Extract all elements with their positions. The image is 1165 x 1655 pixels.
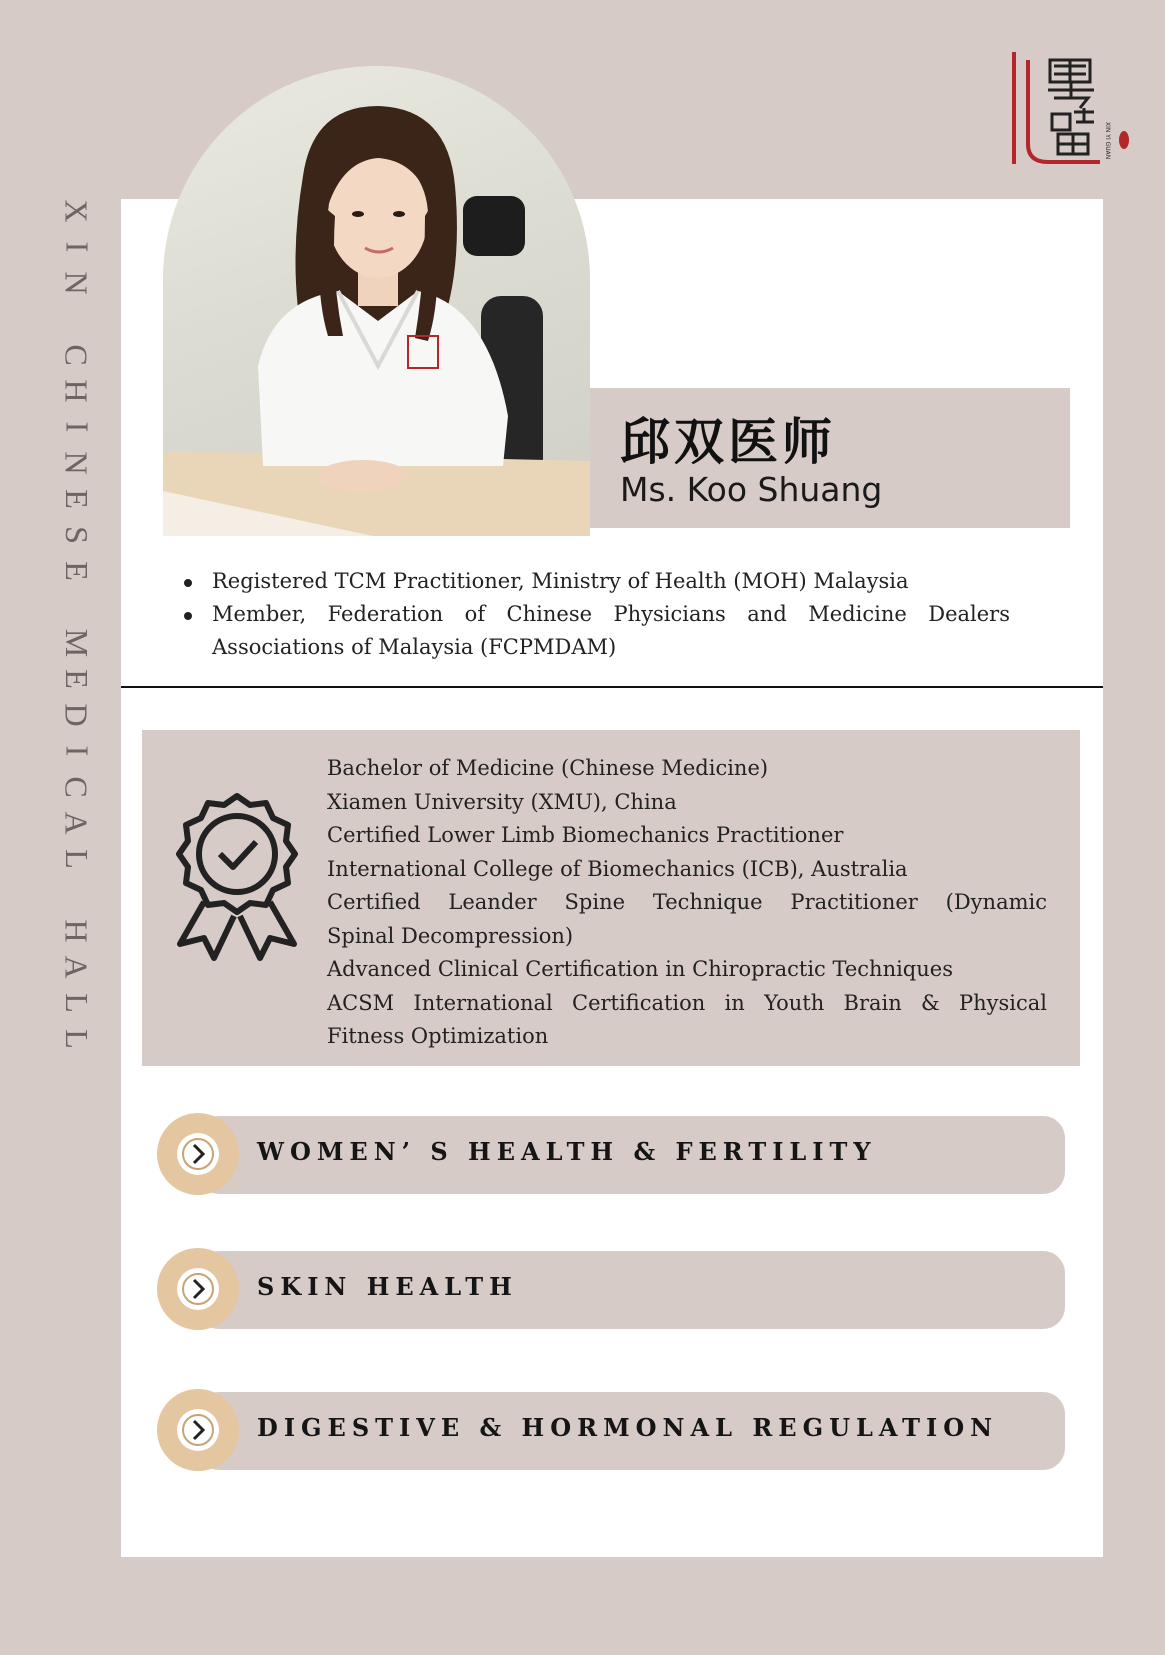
vertical-brand-letter (61, 603, 93, 611)
qualification-lines (327, 752, 1047, 1054)
vertical-brand-letter: M (58, 628, 95, 658)
doctor-portrait-photo (163, 66, 590, 536)
qualification-line: Certified Leander Spine Technique Practitioner (Dynamic (327, 890, 1047, 914)
vertical-brand-letter: E (58, 561, 95, 581)
qualification-line: Spinal Decompression) (327, 923, 574, 948)
vertical-brand-letter: S (58, 526, 95, 544)
vertical-brand-letter: N (58, 271, 95, 295)
membership-item: Member, Federation of Chinese Physicians and Medicine Dealers Associations of Malaysia (FCPMDAM) (180, 598, 1010, 664)
doctor-name-panel (590, 388, 1070, 528)
award-badge-icon (172, 792, 302, 962)
svg-text:XIN YI GUAN: XIN YI GUAN (1104, 122, 1111, 160)
specialty-bullet (157, 1248, 239, 1330)
vertical-brand-letter: I (59, 241, 95, 253)
vertical-brand-name (52, 195, 102, 1055)
chevron-right-icon (177, 1133, 219, 1175)
doctor-name-english: Ms. Koo Shuang (620, 470, 883, 509)
vertical-brand-letter: E (58, 669, 95, 689)
qualification-line: Fitness Optimization (327, 1024, 549, 1048)
xin-medical-hall-logo (1008, 52, 1133, 170)
vertical-brand-letter (61, 315, 93, 323)
qualification-line: International College of Biomechanics (ICB), Australia (327, 856, 908, 881)
membership-list (180, 565, 1010, 664)
vertical-brand-letter: L (58, 1029, 95, 1049)
vertical-brand-letter: C (59, 344, 95, 366)
vertical-brand-letter: I (59, 421, 95, 433)
vertical-brand-letter: H (58, 379, 95, 403)
section-divider (121, 686, 1103, 688)
specialty-item (157, 1248, 1065, 1330)
chevron-right-icon (177, 1409, 219, 1451)
vertical-brand-letter: A (58, 955, 95, 979)
specialty-label: DIGESTIVE & HORMONAL REGULATION (257, 1413, 999, 1442)
qualification-line: ACSM International Certification in Youth Brain & Physical (327, 990, 1047, 1015)
specialty-bullet (157, 1389, 239, 1471)
doctor-portrait-illustration (163, 66, 590, 536)
qualification-line: Advanced Clinical Certification in Chiropractic Techniques (327, 957, 953, 981)
vertical-brand-letter: N (58, 451, 95, 475)
specialty-label: SKIN HEALTH (257, 1272, 518, 1301)
vertical-brand-letter: C (59, 776, 95, 798)
specialty-item (157, 1389, 1065, 1471)
doctor-name-chinese: 邱双医师 (620, 412, 836, 471)
vertical-brand-letter: I (59, 745, 95, 757)
qualification-line: Certified Lower Limb Biomechanics Practitioner (327, 823, 844, 847)
membership-item: Registered TCM Practitioner, Ministry of Health (MOH) Malaysia (180, 565, 1010, 598)
vertical-brand-letter: L (58, 993, 95, 1013)
specialty-item (157, 1113, 1065, 1195)
chevron-right-icon (177, 1268, 219, 1310)
qualification-line: Bachelor of Medicine (Chinese Medicine) (327, 756, 769, 780)
specialty-label: WOMEN’ S HEALTH & FERTILITY (257, 1137, 877, 1166)
vertical-brand-letter: A (58, 811, 95, 835)
qualification-line: Xiamen University (XMU), China (327, 789, 677, 814)
vertical-brand-letter: E (58, 489, 95, 509)
vertical-brand-letter: X (58, 199, 95, 223)
vertical-brand-letter: D (58, 703, 95, 727)
specialty-bullet (157, 1113, 239, 1195)
qualifications-panel (142, 730, 1080, 1066)
vertical-brand-letter: L (58, 849, 95, 869)
vertical-brand-letter (61, 891, 93, 899)
vertical-brand-letter: H (58, 919, 95, 943)
